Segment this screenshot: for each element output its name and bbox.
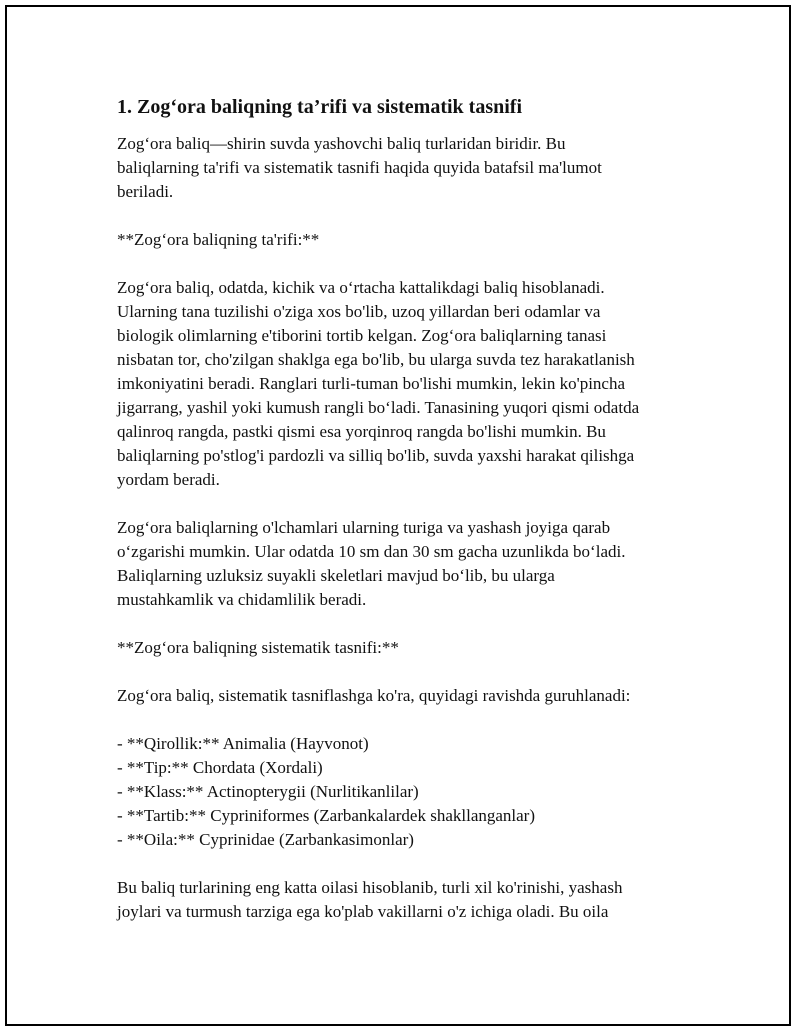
intro-paragraph [117, 132, 697, 204]
definition-line: qalinroq rangda, pastki qismi esa yorqinroq rangda bo'lishi mumkin. Bu [117, 422, 606, 441]
closing-paragraph [117, 876, 697, 924]
list-item: - **Oila:** Cyprinidae (Zarbankasimonlar) [117, 830, 414, 849]
definition-line: baliqlarning po'stlog'i pardozli va silliq bo'lib, suvda yaxshi harakat qilishga [117, 446, 635, 465]
definition-heading: **Zog‘ora baliqning ta'rifi:** [117, 230, 320, 249]
definition-line: imkoniyatini beradi. Ranglari turli-tuman bo'lishi mumkin, lekin ko'pincha [117, 374, 626, 393]
definition-line: biologik olimlarning e'tiborini tortib kelgan. Zog‘ora baliqlarning tanasi [117, 326, 607, 345]
definition-line: nisbatan tor, cho'zilgan shaklga ega bo'lib, bu ularga suvda tez harakatlanish [117, 350, 635, 369]
list-item: - **Tartib:** Cypriniformes (Zarbankalardek shakllanganlar) [117, 806, 535, 825]
taxonomy-list [117, 732, 697, 852]
definition-line: Ularning tana tuzilishi o'ziga xos bo'lib, uzoq yillardan beri odamlar va [117, 302, 601, 321]
size-line: Zog‘ora baliqlarning o'lchamlari ularning turiga va yashash joyiga qarab [117, 518, 611, 537]
list-item: - **Qirollik:** Animalia (Hayvonot) [117, 734, 369, 753]
list-item: - **Klass:** Actinopterygii (Nurlitikanlilar) [117, 782, 419, 801]
definition-line: jigarrang, yashil yoki kumush rangli bo‘ladi. Tanasining yuqori qismi odatda [117, 398, 640, 417]
size-line: o‘zgarishi mumkin. Ular odatda 10 sm dan 30 sm gacha uzunlikda bo‘ladi. [117, 542, 626, 561]
closing-line: Bu baliq turlarining eng katta oilasi hisoblanib, turli xil ko'rinishi, yashash [117, 878, 623, 897]
closing-line: joylari va turmush tarziga ega ko'plab vakillarni o'z ichiga oladi. Bu oila [117, 902, 609, 921]
size-paragraph [117, 516, 697, 612]
definition-line: Zog‘ora baliq, odatda, kichik va o‘rtacha kattalikdagi baliq hisoblanadi. [117, 278, 605, 297]
list-item: - **Tip:** Chordata (Xordali) [117, 758, 323, 777]
document-body [117, 94, 697, 924]
taxonomy-heading: **Zog‘ora baliqning sistematik tasnifi:** [117, 638, 399, 657]
taxonomy-intro: Zog‘ora baliq, sistematik tasniflashga ko'ra, quyidagi ravishda guruhlanadi: [117, 686, 631, 705]
intro-line: Zog‘ora baliq—shirin suvda yashovchi baliq turlaridan biridir. Bu [117, 134, 566, 153]
size-line: mustahkamlik va chidamlilik beradi. [117, 590, 367, 609]
intro-line: baliqlarning ta'rifi va sistematik tasnifi haqida quyida batafsil ma'lumot [117, 158, 602, 177]
page-title: 1. Zog‘ora baliqning ta’rifi va sistematik tasnifi [117, 96, 523, 118]
intro-line: beriladi. [117, 182, 174, 201]
definition-line: yordam beradi. [117, 470, 220, 489]
definition-paragraph [117, 276, 697, 492]
size-line: Baliqlarning uzluksiz suyakli skeletlari mavjud bo‘lib, bu ularga [117, 566, 555, 585]
